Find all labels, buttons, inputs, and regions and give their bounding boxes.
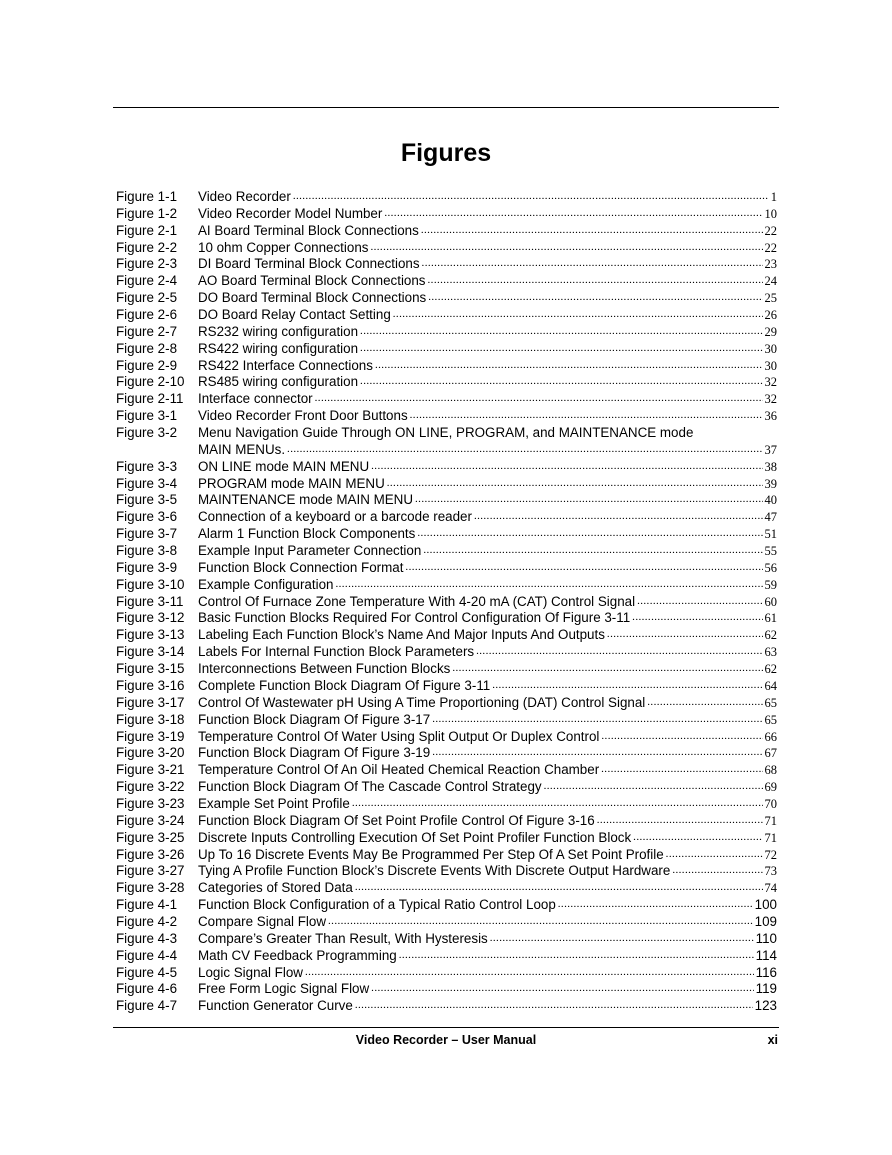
dot-leader xyxy=(393,306,763,323)
figure-title: Function Generator Curve xyxy=(198,998,353,1014)
figure-label: Figure 1-1 xyxy=(116,189,178,204)
figure-title: Example Configuration xyxy=(198,576,334,592)
figure-title: Interconnections Between Function Blocks xyxy=(198,661,451,677)
figure-label: Figure 3-5 xyxy=(116,492,178,508)
figure-entry[interactable] xyxy=(116,206,777,223)
figure-title: Temperature Control Of Water Using Split Output Or Duplex Control xyxy=(198,728,600,744)
figure-title: Discrete Inputs Controlling Execution Of Set Point Profiler Function Block xyxy=(198,829,632,845)
figure-label: Figure 3-14 xyxy=(116,644,185,660)
dot-leader xyxy=(287,441,762,458)
figure-label: Figure 3-23 xyxy=(116,795,185,811)
figure-entry[interactable] xyxy=(116,273,777,290)
figure-list xyxy=(116,189,777,1015)
figure-entry[interactable] xyxy=(116,965,777,982)
figure-label: Figure 4-5 xyxy=(116,964,178,980)
dot-leader xyxy=(421,222,763,239)
figure-title: Labels For Internal Function Block Parameters xyxy=(198,644,475,660)
dot-leader xyxy=(328,913,753,930)
figure-title: RS232 wiring configuration xyxy=(198,323,359,339)
figure-entry[interactable] xyxy=(116,914,777,931)
figure-title: ON LINE mode MAIN MENU xyxy=(198,458,370,474)
figure-label: Figure 3-15 xyxy=(116,661,185,677)
figure-entry[interactable] xyxy=(116,425,777,459)
figure-page-number: 64 xyxy=(764,678,777,693)
dot-leader xyxy=(415,491,762,508)
figure-entry[interactable] xyxy=(116,408,777,425)
figure-page-number: 110 xyxy=(755,930,777,946)
dot-leader xyxy=(384,205,762,222)
figure-page-number: 65 xyxy=(764,712,777,727)
dot-leader xyxy=(428,272,763,289)
figure-title: Alarm 1 Function Block Components xyxy=(198,526,416,542)
figure-page-number: 32 xyxy=(764,375,777,390)
figure-entry[interactable] xyxy=(116,256,777,273)
figure-title: 10 ohm Copper Connections xyxy=(198,239,369,255)
figure-entry[interactable] xyxy=(116,745,777,762)
figure-title: Math CV Feedback Programming xyxy=(198,947,397,963)
dot-leader xyxy=(352,795,763,812)
figure-label: Figure 3-10 xyxy=(116,576,185,592)
figure-title: AO Board Terminal Block Connections xyxy=(198,273,426,289)
figure-title: Connection of a keyboard or a barcode reader xyxy=(198,509,472,525)
figure-page-number: 65 xyxy=(764,695,777,710)
figure-title: RS485 wiring configuration xyxy=(198,374,359,390)
figure-label: Figure 3-3 xyxy=(116,458,178,474)
figure-label: Figure 3-1 xyxy=(116,408,178,424)
figure-entry[interactable] xyxy=(116,509,777,526)
figure-entry[interactable] xyxy=(116,998,777,1015)
figure-entry[interactable] xyxy=(116,880,777,897)
dot-leader xyxy=(360,323,762,340)
dot-leader xyxy=(432,744,762,761)
figure-page-number: 30 xyxy=(764,341,777,356)
figure-label: Figure 3-27 xyxy=(116,863,185,879)
figure-title: Basic Function Blocks Required For Control Configuration Of Figure 3-11 xyxy=(198,610,631,626)
figure-page-number: 26 xyxy=(764,308,777,323)
figure-title: Function Block Connection Format xyxy=(198,559,404,575)
figure-title: Labeling Each Function Block’s Name And Major Inputs And Outputs xyxy=(198,627,605,643)
figure-label: Figure 4-4 xyxy=(116,947,178,963)
figure-label: Figure 1-2 xyxy=(116,205,178,221)
dot-leader xyxy=(637,593,762,610)
dot-leader xyxy=(633,829,762,846)
figure-page-number: 22 xyxy=(764,240,777,255)
dot-leader xyxy=(360,373,762,390)
figure-entry[interactable] xyxy=(116,830,777,847)
figure-page-number: 123 xyxy=(754,998,777,1014)
figure-entry[interactable] xyxy=(116,863,777,880)
figure-title: Video Recorder Model Number xyxy=(198,205,383,221)
figure-entry[interactable] xyxy=(116,577,777,594)
figure-label: Figure 3-24 xyxy=(116,812,185,828)
dot-leader xyxy=(544,778,763,795)
figure-entry[interactable] xyxy=(116,526,777,543)
figure-label: Figure 3-22 xyxy=(116,779,185,795)
figure-label: Figure 4-1 xyxy=(116,897,178,913)
figure-entry[interactable] xyxy=(116,712,777,729)
figure-title: Example Set Point Profile xyxy=(198,795,350,811)
dot-leader xyxy=(647,694,762,711)
dot-leader xyxy=(492,677,762,694)
figure-label: Figure 2-1 xyxy=(116,222,178,238)
dot-leader xyxy=(423,542,762,559)
figure-label: Figure 2-7 xyxy=(116,323,178,339)
figure-label: Figure 2-2 xyxy=(116,239,178,255)
figure-title: DI Board Terminal Block Connections xyxy=(198,256,420,272)
figure-label: Figure 3-9 xyxy=(116,559,178,575)
figure-entry[interactable] xyxy=(116,644,777,661)
figure-entry[interactable] xyxy=(116,729,777,746)
dot-leader xyxy=(370,239,762,256)
figure-title: RS422 Interface Connections xyxy=(198,357,373,373)
dot-leader xyxy=(417,525,762,542)
figure-page-number: 55 xyxy=(764,544,777,559)
figure-entry[interactable] xyxy=(116,594,777,611)
figure-page-number: 63 xyxy=(764,645,777,660)
dot-leader xyxy=(315,390,763,407)
figure-page-number: 30 xyxy=(764,358,777,373)
figure-page-number: 116 xyxy=(755,964,777,980)
dot-leader xyxy=(672,862,762,879)
figure-label: Figure 2-3 xyxy=(116,256,178,272)
figure-page-number: 71 xyxy=(764,813,777,828)
figure-label: Figure 3-26 xyxy=(116,846,185,862)
figure-label: Figure 3-8 xyxy=(116,543,178,559)
figure-page-number: 1 xyxy=(770,190,777,204)
figure-title: Compare Signal Flow xyxy=(198,913,327,929)
figure-page-number: 24 xyxy=(764,274,777,289)
dot-leader xyxy=(666,846,763,863)
figure-label: Figure 3-21 xyxy=(116,762,185,778)
dot-leader xyxy=(355,997,753,1014)
figure-page-number: 10 xyxy=(764,206,777,221)
figure-entry[interactable] xyxy=(116,543,777,560)
figure-label: Figure 4-2 xyxy=(116,913,178,929)
figure-label: Figure 4-3 xyxy=(116,930,178,946)
figure-page-number: 29 xyxy=(764,324,777,339)
figure-title: Function Block Diagram Of Figure 3-19 xyxy=(198,745,431,761)
dot-leader xyxy=(607,626,763,643)
dot-leader xyxy=(432,711,762,728)
figure-page-number: 60 xyxy=(764,594,777,609)
figure-title: Free Form Logic Signal Flow xyxy=(198,981,370,997)
figure-label: Figure 2-8 xyxy=(116,340,178,356)
figure-label: Figure 3-18 xyxy=(116,711,185,727)
figure-entry[interactable] xyxy=(116,695,777,712)
figure-title: DO Board Relay Contact Setting xyxy=(198,307,391,323)
figure-label: Figure 3-20 xyxy=(116,745,185,761)
figure-page-number: 114 xyxy=(755,947,777,963)
figure-label: Figure 3-19 xyxy=(116,728,185,744)
figure-page-number: 62 xyxy=(764,628,777,643)
figure-entry[interactable] xyxy=(116,931,777,948)
figure-entry[interactable] xyxy=(116,240,777,257)
figure-label: Figure 3-13 xyxy=(116,627,185,643)
figure-page-number: 67 xyxy=(764,746,777,761)
figure-title: Function Block Configuration of a Typical Ratio Control Loop xyxy=(198,897,556,913)
figure-page-number: 70 xyxy=(764,796,777,811)
figure-page-number: 73 xyxy=(764,864,777,879)
figure-page-number: 59 xyxy=(764,577,777,592)
figure-label: Figure 2-10 xyxy=(116,374,185,390)
figure-title: Complete Function Block Diagram Of Figure 3-11 xyxy=(198,677,491,693)
figure-label: Figure 3-11 xyxy=(116,593,184,609)
figure-entry[interactable] xyxy=(116,358,777,375)
figure-entry[interactable] xyxy=(116,610,777,627)
figure-entry[interactable] xyxy=(116,374,777,391)
figure-title: Function Block Diagram Of Set Point Profile Control Of Figure 3-16 xyxy=(198,812,595,828)
figure-entry[interactable] xyxy=(116,981,777,998)
dot-leader xyxy=(422,255,763,272)
figure-page-number: 36 xyxy=(764,409,777,424)
figure-label: Figure 3-12 xyxy=(116,610,185,626)
figure-title: Example Input Parameter Connection xyxy=(198,543,422,559)
figure-entry[interactable] xyxy=(116,897,777,914)
figure-entry[interactable] xyxy=(116,341,777,358)
figure-label: Figure 3-4 xyxy=(116,475,178,491)
figure-entry[interactable] xyxy=(116,189,777,206)
figure-title: Tying A Profile Function Block’s Discrete Events With Discrete Output Hardware xyxy=(198,863,671,879)
figure-label: Figure 3-6 xyxy=(116,509,178,525)
figure-page-number: 74 xyxy=(764,881,777,896)
figure-label: Figure 4-6 xyxy=(116,981,178,997)
figure-title: MAINTENANCE mode MAIN MENU xyxy=(198,492,414,508)
figure-page-number: 69 xyxy=(764,780,777,795)
dot-leader xyxy=(293,188,769,205)
dot-leader xyxy=(399,947,754,964)
figure-entry[interactable] xyxy=(116,678,777,695)
figure-title: Function Block Diagram Of The Cascade Control Strategy xyxy=(198,779,542,795)
figure-entry[interactable] xyxy=(116,627,777,644)
dot-leader xyxy=(410,407,763,424)
dot-leader xyxy=(490,930,754,947)
figure-page-number: 119 xyxy=(755,981,777,997)
dot-leader xyxy=(558,896,753,913)
dot-leader xyxy=(371,980,753,997)
figure-title: Logic Signal Flow xyxy=(198,964,303,980)
dot-leader xyxy=(405,559,762,576)
dot-leader xyxy=(601,728,762,745)
figure-entry[interactable] xyxy=(116,290,777,307)
dot-leader xyxy=(428,289,762,306)
figure-page-number: 22 xyxy=(764,223,777,238)
dot-leader xyxy=(632,609,762,626)
dot-leader xyxy=(601,761,762,778)
figure-label: Figure 2-9 xyxy=(116,357,178,373)
dot-leader xyxy=(305,964,754,981)
dot-leader xyxy=(476,643,762,660)
figure-page-number: 56 xyxy=(764,560,777,575)
figure-page-number: 100 xyxy=(754,897,777,913)
figure-page-number: 71 xyxy=(764,830,777,845)
figure-label: Figure 3-2 xyxy=(116,425,178,441)
dot-leader xyxy=(387,475,763,492)
figure-entry[interactable] xyxy=(116,661,777,678)
footer-title: Video Recorder – User Manual xyxy=(355,1033,537,1047)
figure-title: Menu Navigation Guide Through ON LINE, PROGRAM, and MAINTENANCE mode xyxy=(198,425,694,441)
figure-title: Categories of Stored Data xyxy=(198,880,353,896)
figure-entry[interactable] xyxy=(116,307,777,324)
figure-page-number: 68 xyxy=(764,763,777,778)
figure-page-number: 109 xyxy=(754,913,777,929)
figure-page-number: 38 xyxy=(764,459,777,474)
figure-title: PROGRAM mode MAIN MENU xyxy=(198,475,385,491)
dot-leader xyxy=(375,357,763,374)
figure-entry[interactable] xyxy=(116,391,777,408)
figure-label: Figure 2-5 xyxy=(116,290,178,306)
dot-leader xyxy=(355,879,763,896)
header-rule xyxy=(113,107,779,108)
dot-leader xyxy=(335,576,762,593)
dot-leader xyxy=(474,508,763,525)
figure-title: Interface connector xyxy=(198,391,313,407)
figure-entry[interactable] xyxy=(116,560,777,577)
figure-label: Figure 3-28 xyxy=(116,880,185,896)
figure-entry[interactable] xyxy=(116,948,777,965)
figure-title: Control Of Furnace Zone Temperature With 4-20 mA (CAT) Control Signal xyxy=(198,593,636,609)
figure-title: Video Recorder Front Door Buttons xyxy=(198,408,408,424)
figure-title: Video Recorder xyxy=(198,189,291,204)
figure-page-number: 32 xyxy=(764,392,777,407)
figure-entry[interactable] xyxy=(116,762,777,779)
figure-title: AI Board Terminal Block Connections xyxy=(198,222,419,238)
figure-page-number: 72 xyxy=(764,847,777,862)
figure-label: Figure 3-25 xyxy=(116,829,185,845)
figure-title: DO Board Terminal Block Connections xyxy=(198,290,427,306)
figure-label: Figure 4-7 xyxy=(116,998,178,1014)
figure-entry[interactable] xyxy=(116,324,777,341)
figure-title: RS422 wiring configuration xyxy=(198,340,359,356)
page-title: Figures xyxy=(400,139,492,167)
dot-leader xyxy=(452,660,762,677)
dot-leader xyxy=(597,812,763,829)
figure-label: Figure 3-7 xyxy=(116,526,178,542)
figure-page-number: 51 xyxy=(764,527,777,542)
figure-title: Function Block Diagram Of Figure 3-17 xyxy=(198,711,431,727)
footer-page-number: xi xyxy=(767,1033,778,1047)
figure-page-number: 66 xyxy=(764,729,777,744)
figure-page-number: 62 xyxy=(764,662,777,677)
dot-leader xyxy=(371,458,762,475)
figure-title: Compare’s Greater Than Result, With Hysteresis xyxy=(198,930,488,946)
figure-label: Figure 2-6 xyxy=(116,307,178,323)
figure-entry[interactable] xyxy=(116,492,777,509)
figure-label: Figure 2-11 xyxy=(116,391,184,407)
figure-entry[interactable] xyxy=(116,459,777,476)
figure-title: Up To 16 Discrete Events May Be Programmed Per Step Of A Set Point Profile xyxy=(198,846,664,862)
figure-page-number: 39 xyxy=(764,476,777,491)
figure-title: MAIN MENUs. xyxy=(198,441,286,457)
figure-page-number: 25 xyxy=(764,291,777,306)
figure-title: Temperature Control Of An Oil Heated Chemical Reaction Chamber xyxy=(198,762,600,778)
figure-entry[interactable] xyxy=(116,796,777,813)
figure-page-number: 61 xyxy=(764,611,777,626)
figure-title: Control Of Wastewater pH Using A Time Proportioning (DAT) Control Signal xyxy=(198,694,646,710)
figure-page-number: 47 xyxy=(764,510,777,525)
figure-label: Figure 2-4 xyxy=(116,273,178,289)
figure-page-number: 40 xyxy=(764,493,777,508)
figure-entry[interactable] xyxy=(116,476,777,493)
figure-entry[interactable] xyxy=(116,779,777,796)
footer-rule xyxy=(113,1027,779,1028)
figure-entry[interactable] xyxy=(116,847,777,864)
figure-entry[interactable] xyxy=(116,813,777,830)
dot-leader xyxy=(360,340,762,357)
figure-label: Figure 3-17 xyxy=(116,694,185,710)
figure-label: Figure 3-16 xyxy=(116,677,185,693)
figure-page-number: 23 xyxy=(764,257,777,272)
figure-entry[interactable] xyxy=(116,223,777,240)
figure-page-number: 37 xyxy=(764,442,777,457)
